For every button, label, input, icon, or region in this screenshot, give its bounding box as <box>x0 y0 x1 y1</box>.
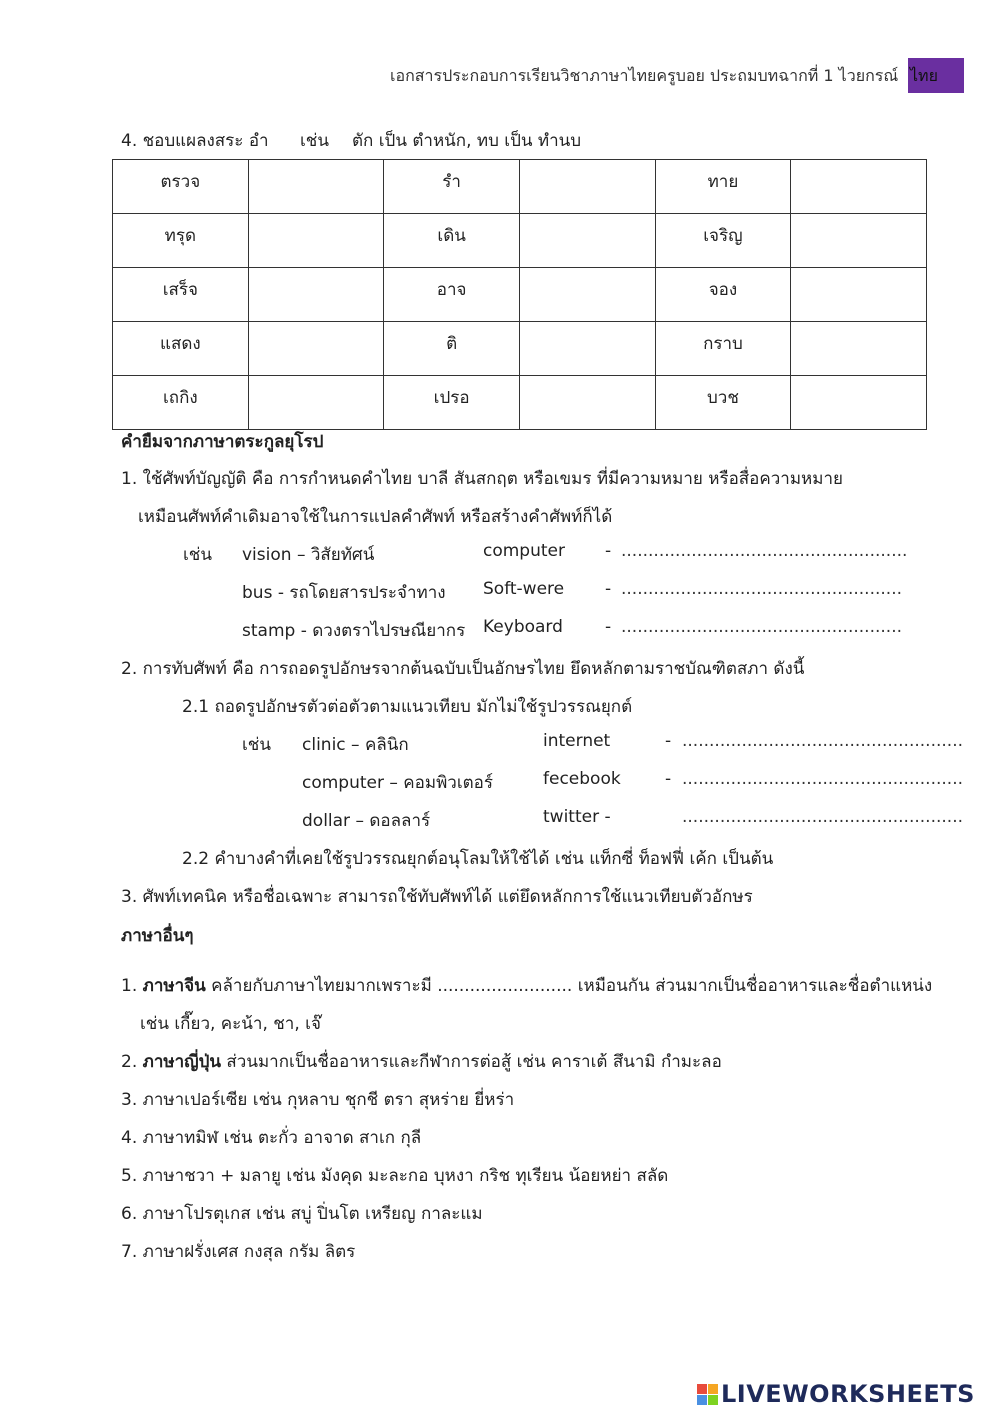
others-line-1-rest: คล้ายกับภาษาไทยมากเพราะมี ......................... เหมือนกัน ส่วนมากเป็นชื่ออาหารและชื่อตำแหน่ง <box>205 976 933 996</box>
example-dash: - <box>665 769 672 789</box>
others-line-1-num: 1. <box>121 976 143 996</box>
answer-blank[interactable]: .................................................... <box>621 579 902 599</box>
answer-cell[interactable] <box>519 322 655 376</box>
table-row <box>113 268 927 322</box>
logo-square <box>708 1384 718 1394</box>
table-row <box>113 214 927 268</box>
answer-cell[interactable] <box>791 160 927 214</box>
answer-cell[interactable] <box>519 214 655 268</box>
example-word: fecebook <box>543 769 621 789</box>
answer-blank[interactable]: .................................................... <box>682 807 963 827</box>
word-cell: ตรวจ <box>113 160 249 214</box>
word-cell: เถกิง <box>113 376 249 430</box>
example-given: bus - รถโดยสารประจำทาง <box>242 583 446 603</box>
european-item1-line1: 1. ใช้ศัพท์บัญญัติ คือ การกำหนดคำไทย บาลี สันสกฤต หรือเขมร ที่มีความหมาย หรือสื่อความหมาย <box>121 469 843 489</box>
word-cell: บวช <box>655 376 791 430</box>
others-line-1b: เช่น เกี๊ยว, คะน้า, ชา, เจ๊ <box>140 1014 321 1034</box>
others-line-2-rest: ส่วนมากเป็นชื่ออาหารและกีฬาการต่อสู้ เช่น คาราเต้ สึนามิ กำมะลอ <box>221 1052 722 1072</box>
european-item3: 3. ศัพท์เทคนิค หรือชื่อเฉพาะ สามารถใช้ทับศัพท์ได้ แต่ยึดหลักการใช้แนวเทียบตัวอักษร <box>121 887 753 907</box>
european-item2: 2. การทับศัพท์ คือ การถอดรูปอักษรจากต้นฉบับเป็นอักษรไทย ยึดหลักตามราชบัณฑิตสภา ดังนี้ <box>121 659 805 679</box>
section4-example-label: เช่น <box>300 131 329 151</box>
example-given: computer – คอมพิวเตอร์ <box>302 773 494 793</box>
word-cell: เดิน <box>384 214 520 268</box>
others-line-5: 5. ภาษาชวา + มลายู เช่น มังคุด มะละกอ บุหงา กริช ทุเรียน น้อยหย่า สลัด <box>121 1166 669 1186</box>
example-word: twitter - <box>543 807 611 827</box>
vocab-table <box>112 159 927 430</box>
answer-cell[interactable] <box>791 214 927 268</box>
example-word: Keyboard <box>483 617 563 637</box>
others-line-2-lang: ภาษาญี่ปุ่น <box>142 1052 222 1072</box>
others-heading: ภาษาอื่นๆ <box>121 926 194 946</box>
table-row <box>113 376 927 430</box>
liveworksheets-logo-icon <box>697 1384 718 1405</box>
answer-blank[interactable]: .................................................... <box>682 769 963 789</box>
others-line-7: 7. ภาษาฝรั่งเศส กงสุล กรัม ลิตร <box>121 1242 356 1262</box>
answer-cell[interactable] <box>791 322 927 376</box>
example-given: vision – วิสัยทัศน์ <box>242 545 375 565</box>
example-label-1: เช่น <box>183 545 212 565</box>
header-tag-text: ไทย <box>910 66 938 85</box>
others-line-3: 3. ภาษาเปอร์เซีย เช่น กุหลาบ ชุกชี ตรา สุหร่าย ยี่หร่า <box>121 1090 515 1110</box>
example-label-2: เช่น <box>242 735 271 755</box>
section4-title: 4. ชอบแผลงสระ อำ <box>121 131 269 151</box>
others-line-2-num: 2. <box>121 1052 143 1072</box>
answer-cell[interactable] <box>791 268 927 322</box>
others-line-2 <box>121 1048 722 1075</box>
answer-blank[interactable]: .................................................... <box>621 617 902 637</box>
others-line-6: 6. ภาษาโปรตุเกส เช่น สบู่ ปิ่นโต เหรียญ กาละแม <box>121 1204 483 1224</box>
answer-cell[interactable] <box>248 214 384 268</box>
word-cell: จอง <box>655 268 791 322</box>
example-word: internet <box>543 731 611 751</box>
word-cell: กราบ <box>655 322 791 376</box>
header-tag <box>908 58 964 93</box>
table-row <box>113 322 927 376</box>
example-given: stamp - ดวงตราไปรษณียากร <box>242 621 466 641</box>
others-line-4: 4. ภาษาทมิฬ เช่น ตะกั่ว อาจาด สาเก กุลี <box>121 1128 422 1148</box>
example-given: clinic – คลินิก <box>302 735 409 755</box>
european-heading: คำยืมจากภาษาตระกูลยุโรป <box>121 432 324 452</box>
example-word: Soft-were <box>483 579 565 599</box>
european-item1-line2: เหมือนศัพท์คำเดิมอาจใช้ในการแปลคำศัพท์ หรือสร้างคำศัพท์ก็ได้ <box>138 507 613 527</box>
answer-cell[interactable] <box>248 322 384 376</box>
word-cell: ติ <box>384 322 520 376</box>
answer-blank[interactable]: .................................................... <box>682 731 963 751</box>
word-cell: รำ <box>384 160 520 214</box>
example-given: dollar – ดอลลาร์ <box>302 811 431 831</box>
answer-cell[interactable] <box>248 376 384 430</box>
answer-cell[interactable] <box>791 376 927 430</box>
liveworksheets-logo-text: LIVEWORKSHEETS <box>721 1380 975 1408</box>
word-cell: เจริญ <box>655 214 791 268</box>
answer-blank[interactable]: ..................................................... <box>621 541 908 561</box>
word-cell: เสร็จ <box>113 268 249 322</box>
european-item2-2: 2.2 คำบางคำที่เคยใช้รูปวรรณยุกต์อนุโลมให้ใช้ได้ เช่น แท็กซี่ ท็อฟฟี่ เค้ก เป็นต้น <box>182 849 774 869</box>
section4-example: ตัก เป็น ตำหนัก, ทบ เป็น ทำนบ <box>352 131 582 151</box>
table-row <box>113 160 927 214</box>
logo-square <box>697 1384 707 1394</box>
answer-cell[interactable] <box>519 376 655 430</box>
word-cell: ทรุด <box>113 214 249 268</box>
logo-square <box>708 1395 718 1405</box>
answer-cell[interactable] <box>248 268 384 322</box>
word-cell: อาจ <box>384 268 520 322</box>
others-line-1 <box>121 972 932 999</box>
example-dash: - <box>665 731 672 751</box>
answer-cell[interactable] <box>519 160 655 214</box>
example-dash: - <box>605 617 612 637</box>
word-cell: เปรอ <box>384 376 520 430</box>
example-dash: - <box>605 541 612 561</box>
word-cell: แสดง <box>113 322 249 376</box>
document-header-title: เอกสารประกอบการเรียนวิชาภาษาไทยครูบอย ประถมบทฉากที่ 1 ไวยกรณ์ <box>390 66 899 85</box>
answer-cell[interactable] <box>519 268 655 322</box>
european-item2-1: 2.1 ถอดรูปอักษรตัวต่อตัวตามแนวเทียบ มักไม่ใช้รูปวรรณยุกต์ <box>182 697 633 717</box>
logo-square <box>697 1395 707 1405</box>
example-word: computer <box>483 541 565 561</box>
example-dash: - <box>605 579 612 599</box>
word-cell: ทาย <box>655 160 791 214</box>
others-line-1-lang: ภาษาจีน <box>142 976 206 996</box>
answer-cell[interactable] <box>248 160 384 214</box>
liveworksheets-logo[interactable] <box>697 1378 975 1410</box>
